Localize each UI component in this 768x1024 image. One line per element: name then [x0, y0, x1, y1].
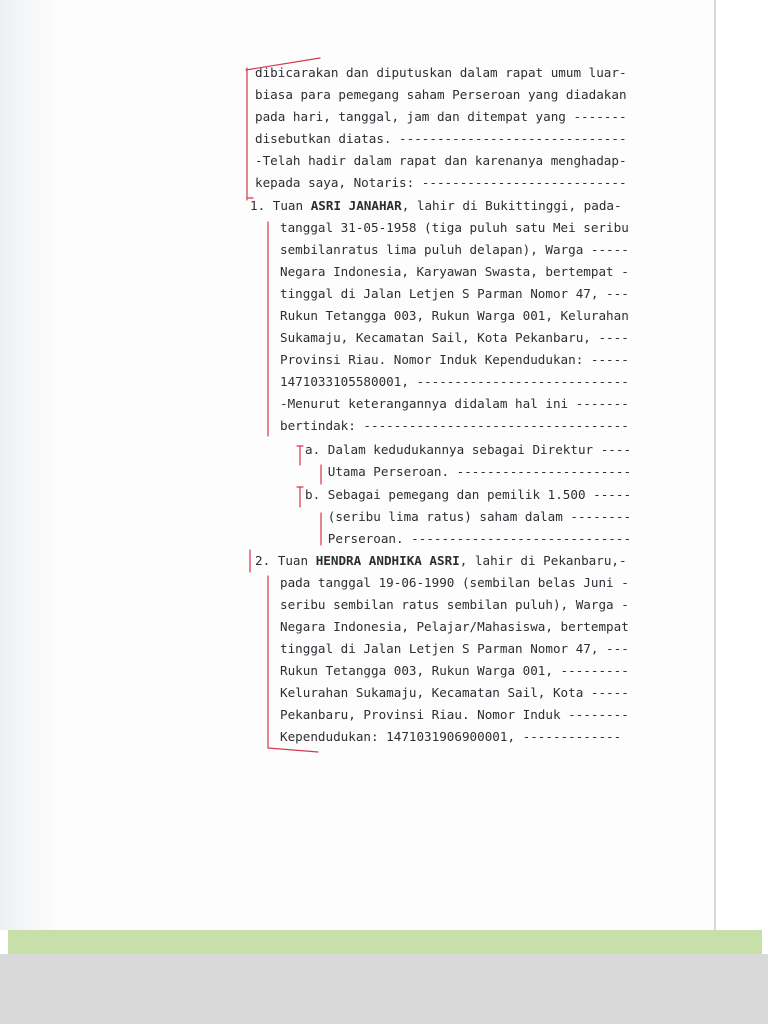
person-2-number: 2.	[255, 553, 271, 568]
text-line: kepada saya, Notaris: ---------------------------	[255, 175, 627, 190]
person-2-name: HENDRA ANDHIKA ASRI	[315, 553, 460, 568]
person-1-name: ASRI JANAHAR	[310, 198, 402, 213]
text-line: tinggal di Jalan Letjen S Parman Nomor 47, ---	[280, 286, 629, 301]
person-2-prefix: Tuan	[277, 553, 309, 568]
paper-edge-shadow	[0, 0, 60, 930]
person-2-first-rest: , lahir di Pekanbaru,-	[459, 553, 627, 568]
text-line: tanggal 31-05-1958 (tiga puluh satu Mei seribu	[280, 220, 629, 235]
text-line: Rukun Tetangga 003, Rukun Warga 001, Kelurahan	[280, 308, 629, 323]
text-line: Kelurahan Sukamaju, Kecamatan Sail, Kota -----	[280, 685, 629, 700]
person-1-first-rest: , lahir di Bukittinggi, pada-	[401, 198, 622, 213]
text-line: biasa para pemegang saham Perseroan yang diadakan	[255, 87, 627, 102]
text-line: sembilanratus lima puluh delapan), Warga -----	[280, 242, 629, 257]
text-line: Negara Indonesia, Karyawan Swasta, bertempat -	[280, 264, 629, 279]
text-line: pada hari, tanggal, jam dan ditempat yang -------	[255, 109, 627, 124]
text-line: bertindak: -----------------------------------	[280, 418, 629, 433]
text-line: -Telah hadir dalam rapat dan karenanya menghadap-	[255, 153, 627, 168]
text-line: Kependudukan: 1471031906900001, -------------	[280, 729, 622, 744]
sub-item-b-cont: (seribu lima ratus) saham dalam --------	[305, 509, 632, 524]
grey-strip	[0, 954, 768, 1024]
text-line: Negara Indonesia, Pelajar/Mahasiswa, bertempat	[280, 619, 629, 634]
text-line: Rukun Tetangga 003, Rukun Warga 001, ---------	[280, 663, 629, 678]
green-strip	[8, 930, 762, 954]
sub-item-b: b. Sebagai pemegang dan pemilik 1.500 -----	[305, 487, 632, 502]
person-1-number: 1.	[250, 198, 266, 213]
text-line: disebutkan diatas. ------------------------------	[255, 131, 627, 146]
person-1-prefix: Tuan	[272, 198, 304, 213]
sub-item-a: a. Dalam kedudukannya sebagai Direktur ----	[305, 442, 632, 457]
text-line: Provinsi Riau. Nomor Induk Kependudukan: -----	[280, 352, 629, 367]
person-1-heading	[250, 195, 622, 217]
text-line: 1471033105580001, ----------------------------	[280, 374, 629, 389]
text-line: tinggal di Jalan Letjen S Parman Nomor 47, ---	[280, 641, 629, 656]
text-line: dibicarakan dan diputuskan dalam rapat umum luar-	[255, 65, 627, 80]
text-line: Sukamaju, Kecamatan Sail, Kota Pekanbaru, ----	[280, 330, 629, 345]
text-line: -Menurut keterangannya didalam hal ini -------	[280, 396, 629, 411]
text-line: pada tanggal 19-06-1990 (sembilan belas Juni -	[280, 575, 629, 590]
text-line: seribu sembilan ratus sembilan puluh), Warga -	[280, 597, 629, 612]
person-2-heading	[255, 550, 627, 572]
text-line: Pekanbaru, Provinsi Riau. Nomor Induk --------	[280, 707, 629, 722]
sub-item-b-cont: Perseroan. -----------------------------	[305, 531, 632, 546]
sub-item-a-cont: Utama Perseroan. -----------------------	[305, 464, 632, 479]
